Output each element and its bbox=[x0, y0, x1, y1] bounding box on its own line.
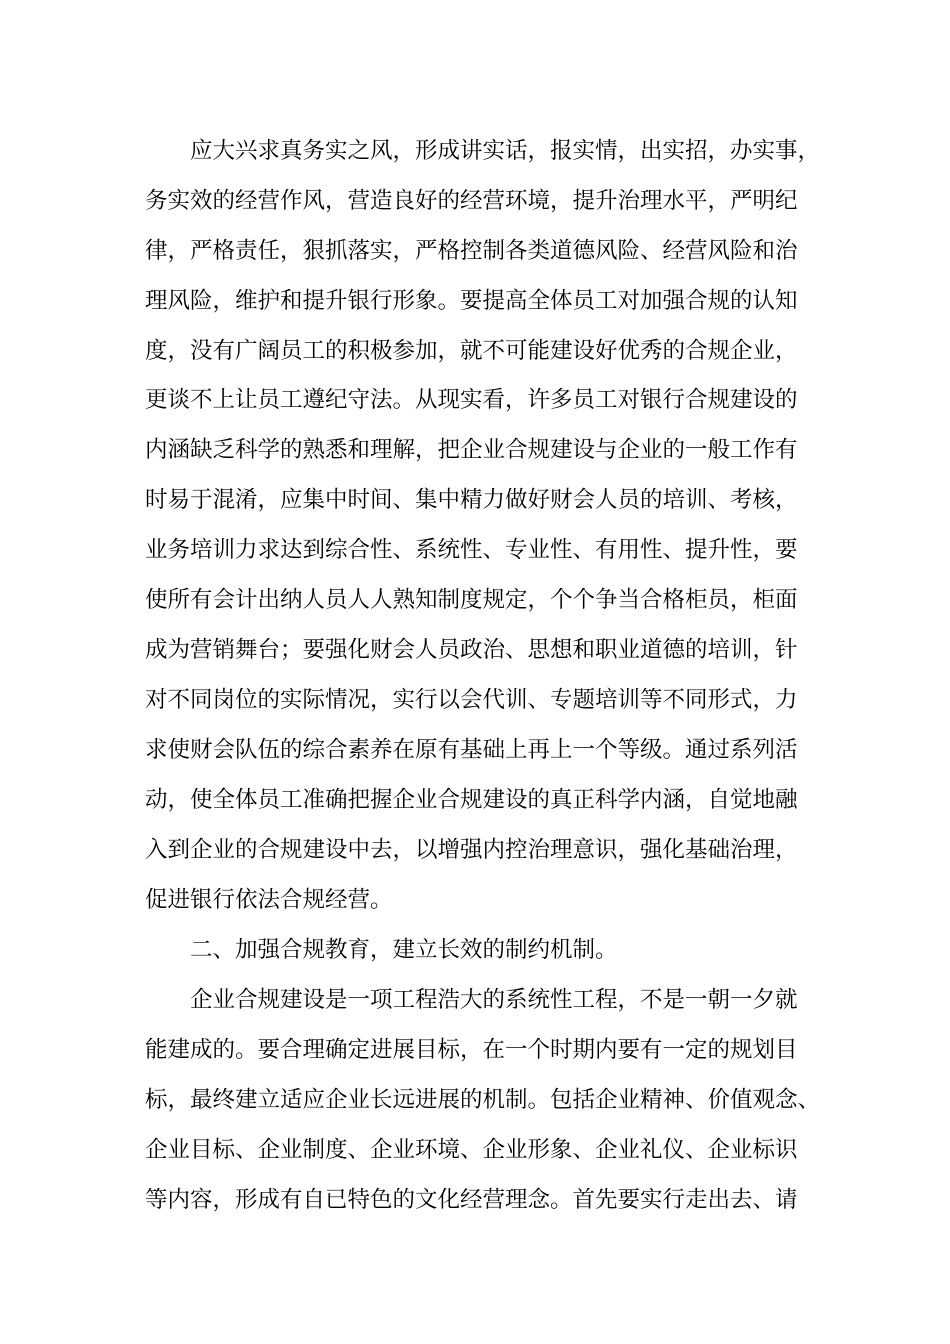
text-line-14: 动，使全体员工准确把握企业合规建设的真正科学内涵，自觉地融 bbox=[145, 787, 798, 813]
section-heading: 二、加强合规教育，建立长效的制约机制。 bbox=[190, 937, 618, 963]
text-line-18: 企业合规建设是一项工程浩大的系统性工程，不是一朝一夕就 bbox=[190, 987, 798, 1013]
text-line-22: 等内容，形成有自已特色的文化经营理念。首先要实行走出去、请 bbox=[145, 1187, 798, 1213]
text-line-1: 应大兴求真务实之风，形成讲实话，报实情，出实招，办实事， bbox=[190, 138, 821, 164]
text-line-16: 促进银行依法合规经营。 bbox=[145, 887, 393, 913]
text-line-13: 求使财会队伍的综合素养在原有基础上再上一个等级。通过系列活 bbox=[145, 737, 798, 763]
text-line-4: 理风险，维护和提升银行形象。要提高全体员工对加强合规的认知 bbox=[145, 288, 798, 314]
text-line-10: 使所有会计出纳人员人人熟知制度规定，个个争当合格柜员，柜面 bbox=[145, 587, 798, 613]
text-line-5: 度，没有广阔员工的积极参加，就不可能建设好优秀的合规企业， bbox=[145, 338, 798, 364]
text-line-20: 标，最终建立适应企业长远进展的机制。包括企业精神、价值观念、 bbox=[145, 1087, 821, 1113]
text-line-12: 对不同岗位的实际情况，实行以会代训、专题培训等不同形式，力 bbox=[145, 687, 798, 713]
text-line-15: 入到企业的合规建设中去，以增强内控治理意识，强化基础治理， bbox=[145, 837, 798, 863]
text-line-21: 企业目标、企业制度、企业环境、企业形象、企业礼仪、企业标识 bbox=[145, 1137, 798, 1163]
text-line-6: 更谈不上让员工遵纪守法。从现实看，许多员工对银行合规建设的 bbox=[145, 387, 798, 413]
text-line-3: 律，严格责任，狠抓落实，严格控制各类道德风险、经营风险和治 bbox=[145, 238, 798, 264]
text-line-9: 业务培训力求达到综合性、系统性、专业性、有用性、提升性，要 bbox=[145, 537, 798, 563]
text-line-19: 能建成的。要合理确定进展目标，在一个时期内要有一定的规划目 bbox=[145, 1037, 798, 1063]
text-line-11: 成为营销舞台；要强化财会人员政治、思想和职业道德的培训，针 bbox=[145, 637, 798, 663]
text-line-7: 内涵缺乏科学的熟悉和理解，把企业合规建设与企业的一般工作有 bbox=[145, 437, 798, 463]
text-line-8: 时易于混淆，应集中时间、集中精力做好财会人员的培训、考核， bbox=[145, 487, 798, 513]
text-line-2: 务实效的经营作风，营造良好的经营环境，提升治理水平，严明纪 bbox=[145, 188, 798, 214]
